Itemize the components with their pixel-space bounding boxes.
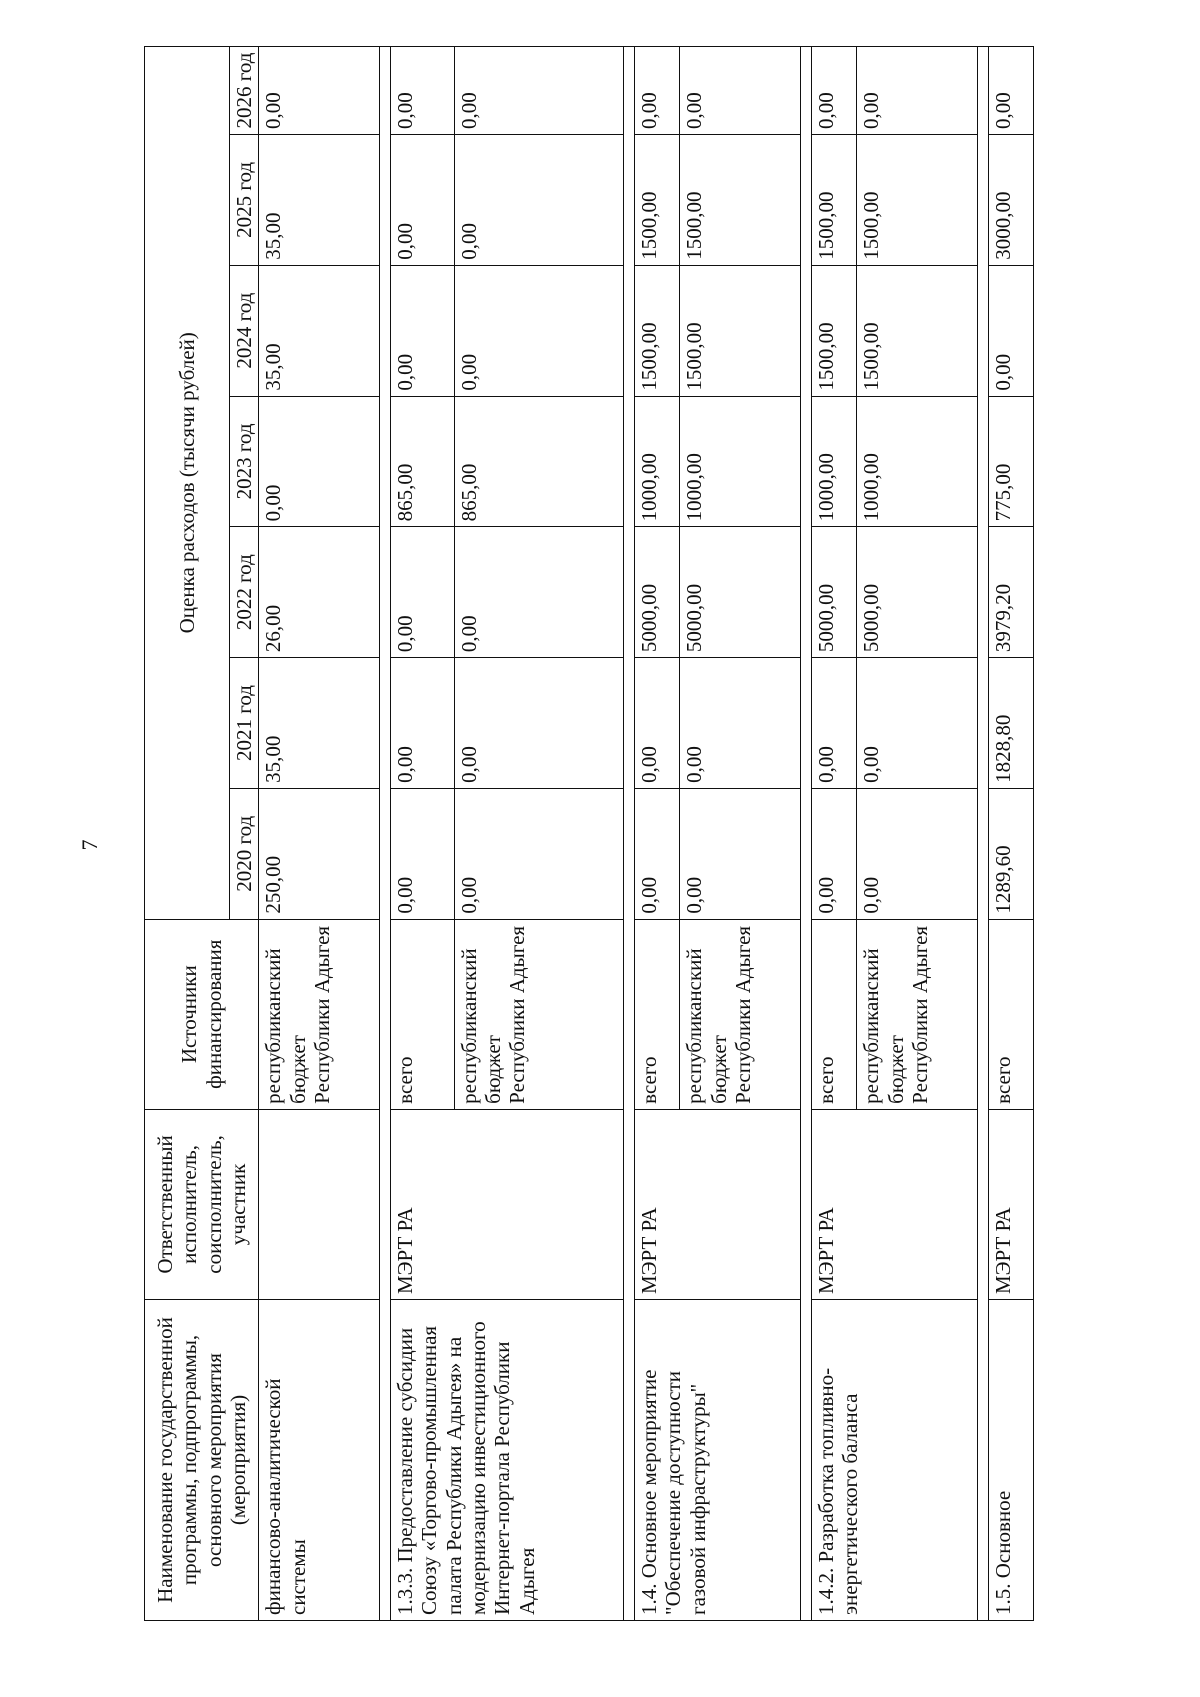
row-value-2025: 1500,00 [680,135,800,266]
header-source: Источники финансирования [145,919,259,1109]
row-separator [624,47,635,1621]
row-value-2023: 1000,00 [635,396,680,527]
row-separator [800,47,811,1621]
row-value-2021: 1828,80 [988,658,1033,789]
row-value-2024: 1500,00 [811,265,856,396]
row-value-2026: 0,00 [635,47,680,135]
row-value-2023: 1000,00 [811,396,856,527]
row-value-2024: 0,00 [988,265,1033,396]
row-executor: МЭРТ РА [635,1109,801,1299]
header-year-2026: 2026 год [230,47,259,135]
row-value-2025: 0,00 [390,135,454,266]
row-value-2021: 0,00 [454,658,624,789]
row-source: республиканский бюджет Республики Адыгея [680,919,800,1109]
row-executor: МЭРТ РА [390,1109,623,1299]
row-value-2021: 0,00 [680,658,800,789]
row-value-2023: 1000,00 [857,396,977,527]
row-value-2025: 1500,00 [857,135,977,266]
row-value-2022: 0,00 [454,527,624,658]
row-value-2026: 0,00 [259,47,379,135]
row-name: 1.5. Основное [988,1300,1033,1621]
row-value-2020: 0,00 [454,788,624,919]
row-value-2021: 0,00 [390,658,454,789]
row-value-2021: 35,00 [259,658,379,789]
row-value-2026: 0,00 [857,47,977,135]
row-separator [977,47,988,1621]
row-source: всего [811,919,856,1109]
row-name: 1.3.3. Предоставление субсидии Союзу «Торгово-промышленная палата Республики Адыгея» на модернизацию инвестиционного Интернет-портала Республики Адыгея [390,1300,623,1621]
row-executor: МЭРТ РА [811,1109,977,1299]
row-value-2026: 0,00 [390,47,454,135]
header-year-2025: 2025 год [230,135,259,266]
row-value-2024: 0,00 [454,265,624,396]
header-name: Наименование государственной программы, подпрограммы, основного мероприятия (мероприятия) [145,1300,259,1621]
row-separator [379,47,390,1621]
row-value-2022: 5000,00 [811,527,856,658]
row-value-2026: 0,00 [680,47,800,135]
row-value-2021: 0,00 [857,658,977,789]
row-executor [259,1109,379,1299]
row-name: 1.4.2. Разработка топливно-энергетического баланса [811,1300,977,1621]
row-value-2020: 250,00 [259,788,379,919]
row-value-2026: 0,00 [454,47,624,135]
table-row [988,47,1033,1621]
row-value-2022: 5000,00 [680,527,800,658]
row-name: 1.4. Основное мероприятие "Обеспечение доступности газовой инфраструктуры" [635,1300,801,1621]
row-value-2025: 1500,00 [635,135,680,266]
rotated-table-container [144,46,1034,1621]
row-value-2023: 865,00 [454,396,624,527]
row-name: финансово-аналитической системы [259,1300,379,1621]
row-value-2024: 1500,00 [857,265,977,396]
header-year-2023: 2023 год [230,396,259,527]
row-value-2022: 5000,00 [857,527,977,658]
row-value-2022: 5000,00 [635,527,680,658]
row-source: всего [988,919,1033,1109]
budget-table [144,46,1034,1621]
row-value-2022: 26,00 [259,527,379,658]
row-value-2023: 0,00 [259,396,379,527]
table-row [259,47,379,1621]
row-executor: МЭРТ РА [988,1109,1033,1299]
row-value-2024: 1500,00 [635,265,680,396]
row-value-2026: 0,00 [811,47,856,135]
row-source: республиканский бюджет Республики Адыгея [259,919,379,1109]
header-year-2024: 2024 год [230,265,259,396]
row-value-2020: 0,00 [390,788,454,919]
row-source: республиканский бюджет Республики Адыгея [454,919,624,1109]
row-value-2023: 1000,00 [680,396,800,527]
row-value-2020: 0,00 [635,788,680,919]
row-value-2020: 0,00 [680,788,800,919]
row-value-2025: 35,00 [259,135,379,266]
header-costs-group: Оценка расходов (тысячи рублей) [145,47,230,920]
row-value-2021: 0,00 [811,658,856,789]
header-year-2022: 2022 год [230,527,259,658]
row-source: всего [635,919,680,1109]
row-value-2025: 1500,00 [811,135,856,266]
row-value-2025: 3000,00 [988,135,1033,266]
row-value-2020: 0,00 [857,788,977,919]
row-value-2023: 865,00 [390,396,454,527]
row-value-2024: 1500,00 [680,265,800,396]
header-year-2020: 2020 год [230,788,259,919]
header-year-2021: 2021 год [230,658,259,789]
table-row [811,47,856,1621]
row-value-2024: 0,00 [390,265,454,396]
row-value-2026: 0,00 [988,47,1033,135]
row-source: республиканский бюджет Республики Адыгея [857,919,977,1109]
row-value-2022: 0,00 [390,527,454,658]
table-row [635,47,680,1621]
row-value-2020: 1289,60 [988,788,1033,919]
row-value-2022: 3979,20 [988,527,1033,658]
row-value-2024: 35,00 [259,265,379,396]
table-row [390,47,454,1621]
row-source: всего [390,919,454,1109]
row-value-2020: 0,00 [811,788,856,919]
row-value-2021: 0,00 [635,658,680,789]
row-value-2023: 775,00 [988,396,1033,527]
page-number: 7 [77,839,102,851]
header-executor: Ответственный исполнитель, соисполнитель, участник [145,1109,259,1299]
row-value-2025: 0,00 [454,135,624,266]
